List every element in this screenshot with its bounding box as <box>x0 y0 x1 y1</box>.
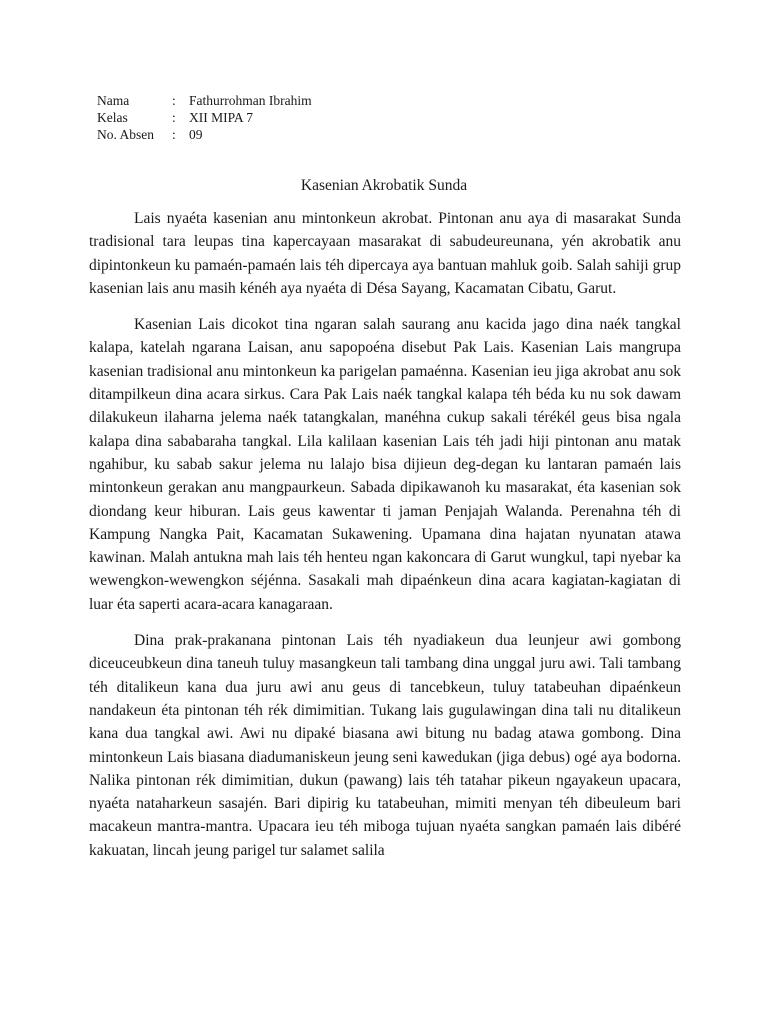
paragraph: Dina prak-prakanana pintonan Lais téh nyadiakeun dua leunjeur awi gombong diceuceubkeun dina taneuh tuluy masangkeun tali tambang dina unggal juru awi. Tali tambang téh ditalikeun kana dua juru awi anu geus di tancebkeun, tuluy tatabeuhan dipaénkeun nandakeun éta pintonan téh rék dimimitian. Tukang lais gugulawingan dina tali nu ditalikeun kana dua tangkal awi. Awi nu dipaké biasana awi bitung nu badag atawa gombong. Dina mintonkeun Lais biasana diadumaniskeun jeung seni kawedukan (jiga debus) ogé aya bodorna. Nalika pintonan rék dimimitian, dukun (pawang) lais téh tatahar pikeun ngayakeun upacara, nyaéta nataharkeun sasajén. Bari dipirig ku tatabeuhan, mimiti menyan téh dibeuleum bari macakeun mantra-mantra. Upacara ieu téh miboga tujuan nyaéta sangkan pamaén lais dibéré kakuatan, lincah jeung parigel tur salamet salila <box>89 632 681 859</box>
info-row-name <box>97 92 312 109</box>
paragraph: Lais nyaéta kasenian anu mintonkeun akrobat. Pintonan anu aya di masarakat Sunda tradisional tara leupas tina kapercayaan masarakat di sabudeureunana, yén akrobatik anu dipintonkeun ku pamaén-pamaén lais téh dipercaya aya bantuan mahluk goib. Salah sahiji grup kasenian lais anu masih kénéh aya nyaéta di Désa Sayang, Kacamatan Cibatu, Garut. <box>89 210 681 297</box>
info-separator: : <box>172 110 176 125</box>
document-body <box>89 207 681 875</box>
info-row-absen <box>97 126 312 143</box>
student-info <box>97 92 312 143</box>
info-row-class <box>97 109 312 126</box>
document-title: Kasenian Akrobatik Sunda <box>300 177 468 194</box>
info-label: No. Absen <box>97 127 154 142</box>
info-value: Fathurrohman Ibrahim <box>189 93 312 108</box>
paragraph: Kasenian Lais dicokot tina ngaran salah saurang anu kacida jago dina naék tangkal kalapa, katelah ngarana Laisan, anu sapopoéna disebut Pak Lais. Kasenian Lais mangrupa kasenian tradisional anu mintonkeun ka parigelan pamaénna. Kasenian ieu jiga akrobat anu sok ditampilkeun dina acara sirkus. Cara Pak Lais naék tangkal kalapa téh béda ku nu sok dawam dilakukeun ilaharna jelema naék tatangkalan, manéhna cukup sakali térékél geus bisa ngala kalapa dina sababaraha tangkal. Lila kalilaan kasenian Lais téh jadi hiji pintonan anu matak ngahibur, ku sabab sakur jelema nu lalajo bisa dijieun deg-degan ku lantaran pamaén lais mintonkeun gerakan anu mangpaurkeun. Sabada dipikawanoh ku masarakat, éta kasenian sok diondang keur hiburan. Lais geus kawentar ti jaman Penjajah Walanda. Perenahna téh di Kampung Nangka Pait, Kacamatan Sukawening. Upamana dina hajatan nyunatan atawa kawinan. Malah antukna mah lais téh henteu ngan kakoncara di Garut wungkul, tapi nyebar ka wewengkon-wewengkon séjénna. Sasakali mah dipaénkeun dina acara kagiatan-kagiatan di luar éta saperti acara-acara kanagaraan. <box>89 316 681 613</box>
info-value: XII MIPA 7 <box>189 110 254 125</box>
info-separator: : <box>172 127 176 142</box>
info-value: 09 <box>189 127 203 142</box>
info-label: Kelas <box>97 110 128 125</box>
info-separator: : <box>172 93 176 108</box>
info-label: Nama <box>97 93 130 108</box>
